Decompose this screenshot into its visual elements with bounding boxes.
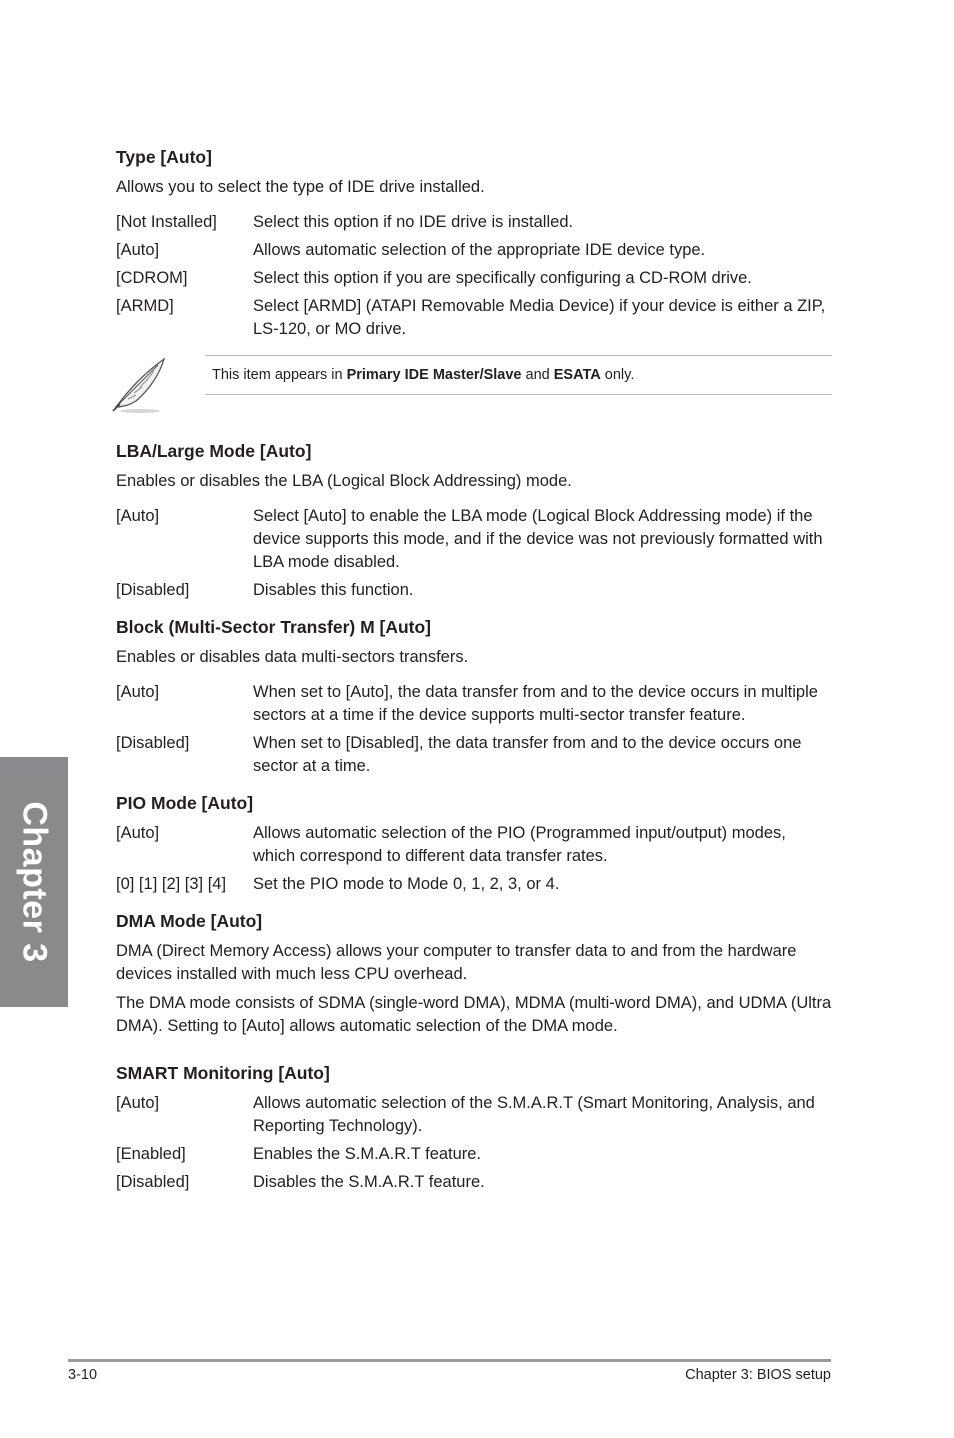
option-key: [Auto]	[116, 683, 160, 701]
feather-pen-icon	[110, 355, 205, 415]
option-key: [Not Installed]	[116, 213, 217, 231]
option-row	[116, 873, 832, 896]
section-title: LBA/Large Mode [Auto]	[116, 441, 312, 461]
option-value: Disables the S.M.A.R.T feature.	[253, 1173, 485, 1191]
option-row	[116, 505, 832, 574]
note-middle: and	[525, 367, 550, 383]
page-content	[116, 146, 832, 1208]
section-block	[116, 616, 832, 778]
option-value: Set the PIO mode to Mode 0, 1, 2, 3, or 4.	[253, 875, 560, 893]
section-pio	[116, 792, 832, 896]
option-key: [Auto]	[116, 1094, 160, 1112]
section-title: PIO Mode [Auto]	[116, 793, 254, 813]
option-key: [Enabled]	[116, 1145, 186, 1163]
option-value: Select this option if you are specifically configuring a CD-ROM drive.	[253, 269, 752, 287]
page-number: 3-10	[68, 1367, 98, 1383]
option-row	[116, 1171, 832, 1194]
option-row	[116, 1092, 832, 1138]
section-title: Type [Auto]	[116, 147, 212, 167]
section-description: DMA (Direct Memory Access) allows your computer to transfer data to and from the hardware devices installed with much less CPU overhead.	[116, 942, 797, 983]
option-value: Select [ARMD] (ATAPI Removable Media Device) if your device is either a ZIP, LS-120, or MO drive.	[253, 297, 826, 338]
note-bold-esata: ESATA	[553, 367, 601, 383]
option-row	[116, 732, 832, 778]
option-value: When set to [Disabled], the data transfer from and to the device occurs one sector at a time.	[253, 734, 802, 775]
option-key: [CDROM]	[116, 269, 188, 287]
option-row	[116, 681, 832, 727]
option-value: Disables this function.	[253, 581, 414, 599]
option-value: When set to [Auto], the data transfer from and to the device occurs in multiple sectors at a time if the device supports multi-sector transfer feature.	[253, 683, 818, 724]
section-description: Enables or disables the LBA (Logical Block Addressing) mode.	[116, 472, 572, 490]
section-description: Allows you to select the type of IDE drive installed.	[116, 178, 485, 196]
footer-divider	[68, 1359, 831, 1362]
section-dma	[116, 910, 832, 1038]
option-key: [0] [1] [2] [3] [4]	[116, 875, 227, 893]
option-key: [Auto]	[116, 824, 160, 842]
note-text	[205, 355, 832, 395]
note-bold-primary: Primary IDE Master/Slave	[346, 367, 522, 383]
option-row	[116, 1143, 832, 1166]
chapter-side-tab	[0, 757, 68, 1007]
option-key: [Disabled]	[116, 1173, 190, 1191]
section-smart	[116, 1062, 832, 1194]
option-value: Allows automatic selection of the S.M.A.R.T (Smart Monitoring, Analysis, and Reporting Technology).	[253, 1094, 815, 1135]
section-description: The DMA mode consists of SDMA (single-word DMA), MDMA (multi-word DMA), and UDMA (Ultra DMA). Setting to [Auto] allows automatic selection of the DMA mode.	[116, 994, 832, 1035]
option-key: [Disabled]	[116, 581, 190, 599]
option-row	[116, 295, 832, 341]
option-key: [ARMD]	[116, 297, 174, 315]
option-value: Enables the S.M.A.R.T feature.	[253, 1145, 482, 1163]
section-title: SMART Monitoring [Auto]	[116, 1063, 330, 1083]
option-row	[116, 267, 832, 290]
footer-chapter-name: Chapter 3: BIOS setup	[685, 1367, 831, 1383]
note-prefix: This item appears in	[212, 367, 343, 383]
section-title: Block (Multi-Sector Transfer) M [Auto]	[116, 617, 432, 637]
option-row	[116, 239, 832, 262]
option-key: [Auto]	[116, 507, 160, 525]
option-value: Allows automatic selection of the PIO (Programmed input/output) modes, which correspond to different data transfer rates.	[253, 824, 786, 865]
option-value: Allows automatic selection of the appropriate IDE device type.	[253, 241, 706, 259]
section-type	[116, 146, 832, 341]
note-callout	[110, 355, 832, 415]
option-key: [Disabled]	[116, 734, 190, 752]
option-row	[116, 822, 832, 868]
section-description: Enables or disables data multi-sectors transfers.	[116, 648, 469, 666]
option-row	[116, 579, 832, 602]
option-key: [Auto]	[116, 241, 160, 259]
section-title: DMA Mode [Auto]	[116, 911, 263, 931]
option-value: Select [Auto] to enable the LBA mode (Logical Block Addressing mode) if the device supports this mode, and if the device was not previously formatted with LBA mode disabled.	[253, 507, 823, 571]
option-row	[116, 211, 832, 234]
section-lba	[116, 440, 832, 602]
option-value: Select this option if no IDE drive is installed.	[253, 213, 574, 231]
chapter-tab-label: Chapter 3	[15, 801, 54, 963]
note-suffix: only.	[604, 367, 635, 383]
